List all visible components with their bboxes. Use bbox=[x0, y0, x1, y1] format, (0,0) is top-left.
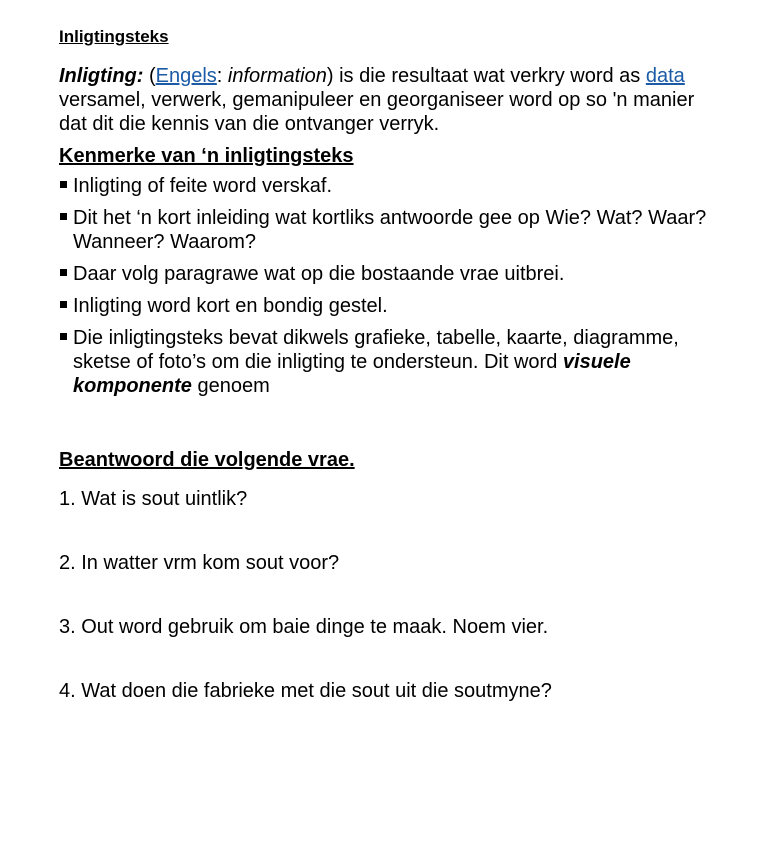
intro-term: Inligting: bbox=[59, 65, 144, 87]
question-item: 3. Out word gebruik om baie dinge te maak. Noem vier. bbox=[59, 616, 549, 638]
features-list bbox=[59, 174, 719, 398]
feature-text: Dit het ‘n kort inleiding wat kortliks antwoorde gee op Wie? Wat? Waar? Wanneer? Waarom? bbox=[73, 207, 707, 253]
bullet-square-icon bbox=[60, 301, 67, 308]
feature-item bbox=[59, 174, 719, 198]
link-engels[interactable]: Engels bbox=[155, 65, 217, 87]
feature-tail: genoem bbox=[191, 375, 270, 397]
bullet-square-icon bbox=[60, 333, 67, 340]
questions-heading: Beantwoord die volgende vrae. bbox=[59, 449, 355, 471]
feature-item bbox=[59, 206, 719, 254]
document-title: Inligtingsteks bbox=[59, 27, 169, 46]
question-item: 4. Wat doen die fabrieke met die sout uit die soutmyne? bbox=[59, 680, 552, 702]
intro-colon: : bbox=[216, 65, 228, 87]
feature-item bbox=[59, 326, 719, 398]
intro-paragraph bbox=[59, 64, 719, 136]
feature-item bbox=[59, 294, 719, 318]
document-page bbox=[59, 26, 719, 703]
bullet-square-icon bbox=[60, 213, 67, 220]
feature-item bbox=[59, 262, 719, 286]
feature-text: Die inligtingsteks bevat dikwels grafieke, tabelle, kaarte, diagramme, sketse of foto’s om die inligting te ondersteun. Dit word bbox=[73, 327, 679, 373]
question-item: 2. In watter vrm kom sout voor? bbox=[59, 552, 340, 574]
intro-rest: versamel, verwerk, gemanipuleer en georganiseer word op so 'n manier dat dit die kennis van die ontvanger verryk. bbox=[59, 89, 695, 135]
intro-after-paren: ) is die resultaat wat verkry word as bbox=[326, 65, 646, 87]
bullet-square-icon bbox=[60, 181, 67, 188]
feature-text: Inligting word kort en bondig gestel. bbox=[73, 295, 388, 317]
link-data[interactable]: data bbox=[645, 65, 685, 87]
intro-paren-open: ( bbox=[143, 65, 156, 87]
question-item: 1. Wat is sout uintlik? bbox=[59, 488, 248, 510]
feature-text: Inligting of feite word verskaf. bbox=[73, 175, 333, 197]
features-heading: Kenmerke van ‘n inligtingsteks bbox=[59, 145, 354, 167]
feature-emphasis: visuele komponente bbox=[73, 351, 631, 397]
feature-text: Daar volg paragrawe wat op die bostaande vrae uitbrei. bbox=[73, 263, 565, 285]
bullet-square-icon bbox=[60, 269, 67, 276]
intro-english-word: information bbox=[227, 65, 327, 87]
